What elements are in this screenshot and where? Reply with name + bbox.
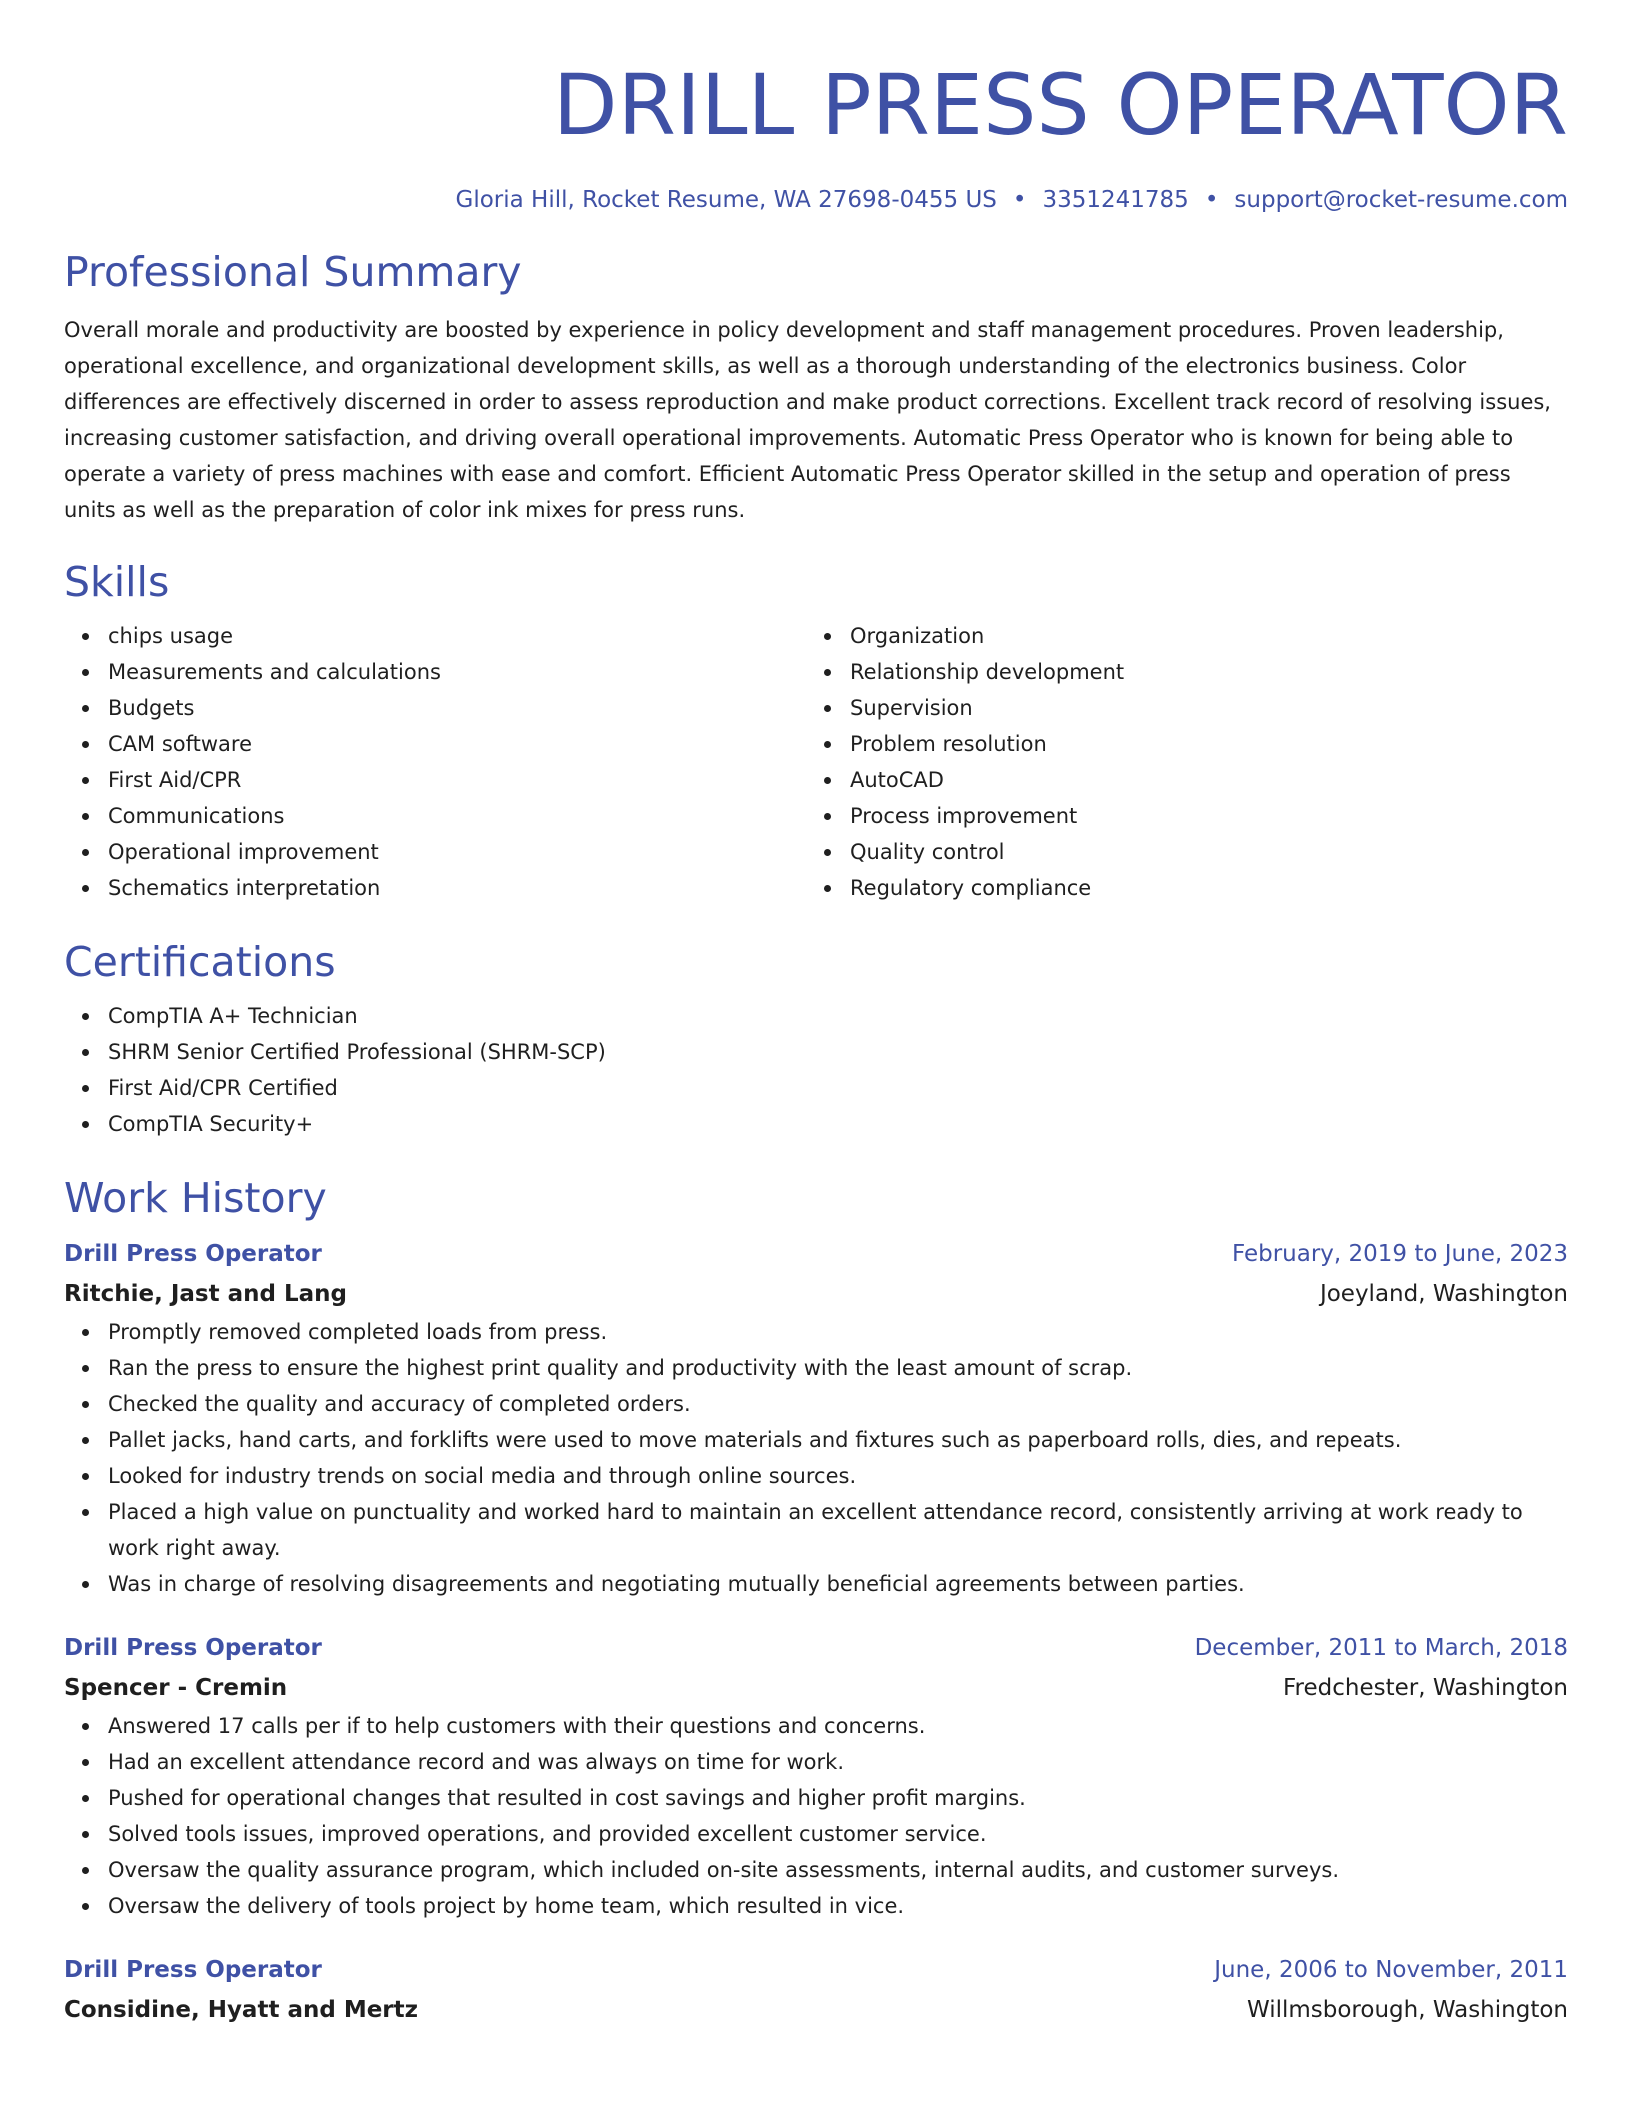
job-header-row [64,1950,1568,1990]
skill-item: First Aid/CPR [108,762,806,798]
job-entry [64,1950,1568,2030]
job-duty-item: Looked for industry trends on social media and through online sources. [108,1458,1568,1494]
job-location: Willmsborough, Washington [1246,1997,1568,2023]
job-company-row [64,1274,1568,1314]
skill-item: Supervision [850,690,1548,726]
job-duty-item: Was in charge of resolving disagreements and negotiating mutually beneficial agreements between parties. [108,1566,1568,1602]
job-duty-item: Solved tools issues, improved operations, and provided excellent customer service. [108,1816,1568,1852]
certifications-list [64,998,1568,1142]
job-dates: February, 2019 to June, 2023 [1231,1241,1568,1267]
skill-item: AutoCAD [850,762,1548,798]
job-entry [64,1234,1568,1602]
job-title: Drill Press Operator [64,1635,322,1661]
certification-item: CompTIA Security+ [108,1106,1568,1142]
contact-separator: • [1204,187,1219,213]
job-duty-item: Oversaw the delivery of tools project by home team, which resulted in vice. [108,1888,1568,1924]
certifications-heading: Certifications [64,938,336,986]
job-dates: June, 2006 to November, 2011 [1214,1957,1568,1983]
job-duties-list [64,1708,1568,1924]
skill-item: Budgets [108,690,806,726]
job-company: Spencer - Cremin [64,1675,288,1701]
job-company: Ritchie, Jast and Lang [64,1281,347,1307]
job-duty-item: Pushed for operational changes that resulted in cost savings and higher profit margins. [108,1780,1568,1816]
job-header-row [64,1234,1568,1274]
job-duty-item: Ran the press to ensure the highest print quality and productivity with the least amount of scrap. [108,1350,1568,1386]
skill-item: Measurements and calculations [108,654,806,690]
job-duty-item: Oversaw the quality assurance program, which included on-site assessments, internal audits, and customer surveys. [108,1852,1568,1888]
skill-item: CAM software [108,726,806,762]
job-dates: December, 2011 to March, 2018 [1194,1635,1568,1661]
job-header-row [64,1628,1568,1668]
summary-heading: Professional Summary [64,248,522,296]
contact-separator: • [1012,187,1027,213]
job-duty-item: Pallet jacks, hand carts, and forklifts were used to move materials and fixtures such as paperboard rolls, dies, and repeats. [108,1422,1568,1458]
job-duty-item: Placed a high value on punctuality and worked hard to maintain an excellent attendance record, consistently arriving at work ready to work right away. [108,1494,1568,1566]
job-company-row [64,1990,1568,2030]
job-company-row [64,1668,1568,1708]
resume-page [64,0,1568,2030]
contact-email[interactable]: support@rocket-resume.com [1234,187,1568,213]
summary-text: Overall morale and productivity are boosted by experience in policy development and staff management procedures. Proven leadership, operational excellence, and organizational development skills, as well as a thorough understanding of the electronics business. Color differences are effectively discerned in order to assess reproduction and make product corrections. Excellent track record of resolving issues, increasing customer satisfaction, and driving overall operational improvements. Automatic Press Operator who is known for being able to operate a variety of press machines with ease and comfort. Efficient Automatic Press Operator skilled in the setup and operation of press units as well as the preparation of color ink mixes for press runs. [64,318,1551,522]
job-title: Drill Press Operator [64,1241,322,1267]
contact-line [64,184,1568,216]
job-duty-item: Had an excellent attendance record and was always on time for work. [108,1744,1568,1780]
job-duties-list [64,1314,1568,1602]
skill-item: Schematics interpretation [108,870,806,906]
skill-item: chips usage [108,618,806,654]
skill-item: Regulatory compliance [850,870,1548,906]
skills-list-left [64,618,806,906]
contact-phone: 3351241785 [1042,187,1189,213]
skill-item: Operational improvement [108,834,806,870]
skill-item: Problem resolution [850,726,1548,762]
skills-grid [64,618,1568,906]
job-entry [64,1628,1568,1924]
contact-address: Gloria Hill, Rocket Resume, WA 27698-0455 US [455,187,997,213]
skill-item: Relationship development [850,654,1548,690]
job-location: Fredchester, Washington [1282,1675,1568,1701]
skills-heading: Skills [64,558,170,606]
job-duty-item: Promptly removed completed loads from press. [108,1314,1568,1350]
certification-item: CompTIA A+ Technician [108,998,1568,1034]
resume-title: DRILL PRESS OPERATOR [552,56,1568,154]
job-title: Drill Press Operator [64,1957,322,1983]
job-duty-item: Answered 17 calls per if to help customers with their questions and concerns. [108,1708,1568,1744]
skill-item: Process improvement [850,798,1548,834]
work-history-heading: Work History [64,1174,327,1222]
skill-item: Communications [108,798,806,834]
certification-item: SHRM Senior Certified Professional (SHRM-SCP) [108,1034,1568,1070]
skill-item: Quality control [850,834,1548,870]
skill-item: Organization [850,618,1548,654]
certification-item: First Aid/CPR Certified [108,1070,1568,1106]
job-duty-item: Checked the quality and accuracy of completed orders. [108,1386,1568,1422]
job-company: Considine, Hyatt and Mertz [64,1997,419,2023]
skills-list-right [806,618,1548,906]
job-location: Joeyland, Washington [1319,1281,1568,1307]
